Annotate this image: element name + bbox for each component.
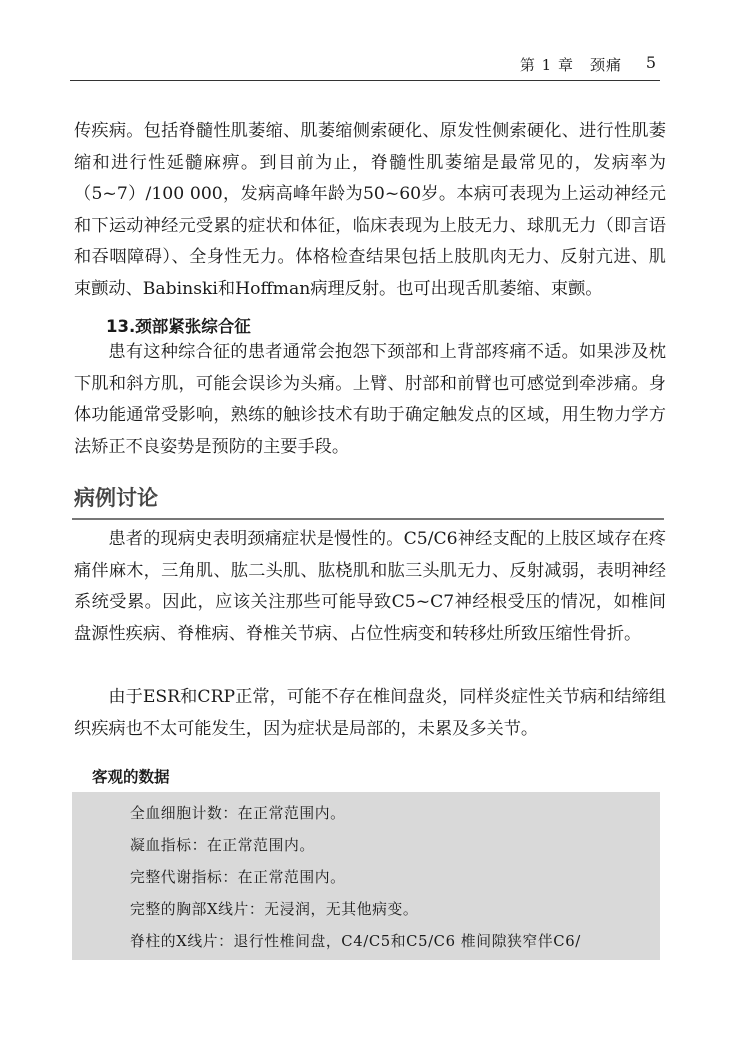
paragraph-esr-crp: 由于ESR和CRP正常，可能不存在椎间盘炎，同样炎症性关节病和结缔组织疾病也不太可能发生，因为症状是局部的，未累及多关节。 — [74, 687, 666, 739]
subheading-neck-tension-syndrome: 13.颈部紧张综合征 — [106, 317, 251, 336]
paragraph-neck-tension: 患有这种综合征的患者通常会抱怨下颈部和上背部疼痛不适。如果涉及枕下肌和斜方肌，可能会误诊为头痛。上臂、肘部和前臂也可感觉到牵涉痛。身体功能通常受影响，熟练的触诊技术有助于确定触发点的区域，用生物力学方法矫正不良姿势是预防的主要手段。 — [74, 342, 666, 457]
paragraph-disease-list: 传疾病。包括脊髓性肌萎缩、肌萎缩侧索硬化、原发性侧索硬化、进行性肌萎缩和进行性延髓麻痹。到目前为止，脊髓性肌萎缩是最常见的，发病率为（5~7）/100 000，发病高峰年龄为50~60岁。本病可表现为上运动神经元和下运动神经元受累的症状和体征，临床表现为上肢无力、球肌无力（即言语和吞咽障碍）、全身性无力。体格检查结果包括上肢肌肉无力、反射亢进、肌束颤动、Babinski和Hoffman病理反射。也可出现舌肌萎缩、束颤。 — [74, 121, 666, 299]
chapter-title: 第 1 章 颈痛 — [519, 56, 622, 74]
objective-data-line: 完整代谢指标：在正常范围内。 — [130, 869, 346, 886]
objective-data-box — [72, 792, 660, 960]
objective-data-line: 脊柱的X线片：退行性椎间盘，C4/C5和C5/C6 椎间隙狭窄伴C6/ — [130, 933, 581, 950]
page-number: 5 — [645, 53, 656, 72]
paragraph-case-history: 患者的现病史表明颈痛症状是慢性的。C5/C6神经支配的上肢区域存在疼痛伴麻木，三角肌、肱二头肌、肱桡肌和肱三头肌无力、反射减弱，表明神经系统受累。因此，应该关注那些可能导致C5~C7神经根受压的情况，如椎间盘源性疾病、脊椎病、脊椎关节病、占位性病变和转移灶所致压缩性骨折。 — [74, 529, 666, 644]
section-title-case-discussion: 病例讨论 — [74, 486, 158, 510]
objective-data-title: 客观的数据 — [92, 768, 170, 786]
running-header — [70, 52, 660, 81]
objective-data-line: 凝血指标：在正常范围内。 — [130, 837, 315, 854]
objective-data-line: 全血细胞计数：在正常范围内。 — [130, 805, 346, 822]
objective-data-line: 完整的胸部X线片：无浸润，无其他病变。 — [130, 901, 419, 918]
section-divider — [72, 518, 664, 520]
